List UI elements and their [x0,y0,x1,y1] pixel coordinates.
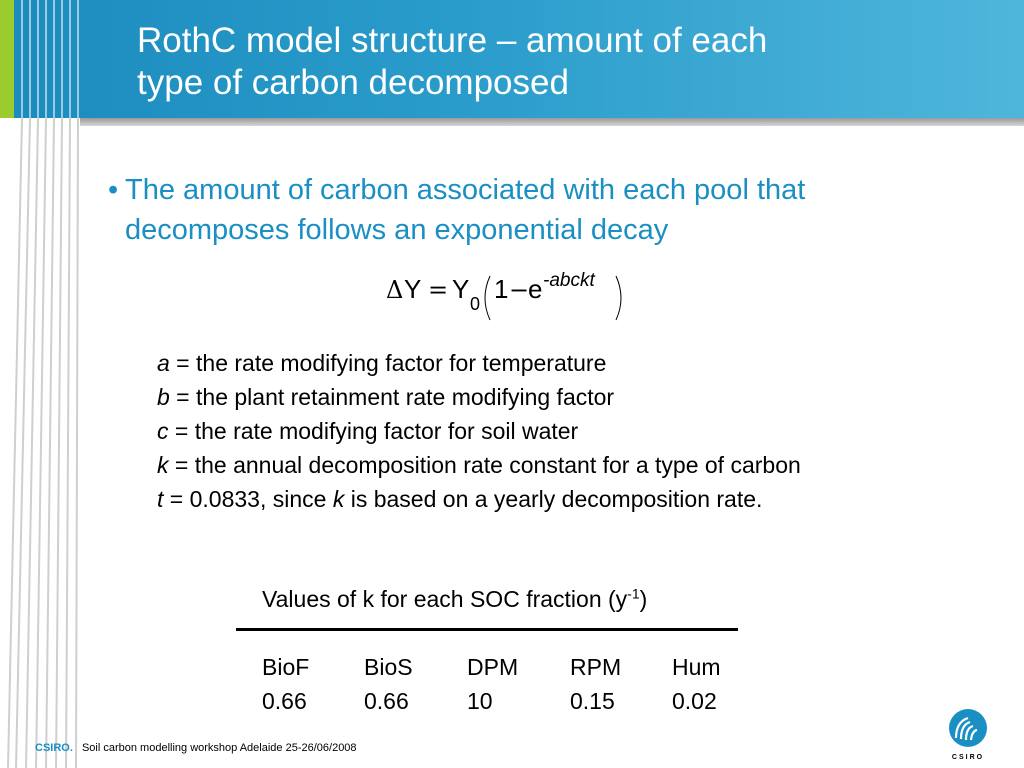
bullet-marker: • [108,174,119,206]
title-line-2: type of carbon decomposed [137,63,569,102]
bullet-point [108,170,988,250]
k-table-title: Values of k for each SOC fraction $(y^{-1})$ [262,585,648,612]
title-line-1: RothC model structure – amount of each [137,21,768,60]
header-hum: Hum [672,654,721,680]
decorative-stripes [0,0,95,768]
formula-one: 1 [494,274,509,304]
value-hum: 0.02 [672,688,717,714]
value-rpm: 0.15 [570,688,615,714]
logo-text: CSIRO [951,754,985,761]
header-biof: BioF [262,654,310,680]
formula-y0: Y [452,274,470,304]
formula-e: e [528,274,543,304]
table-rule [236,628,738,631]
formula-left-paren [485,276,490,320]
banner-shadow [80,118,1024,126]
bullet-line-1: The amount of carbon associated with each pool that [125,174,806,206]
formula-minus: − [509,276,530,304]
formula-subscript: 0 [470,294,481,314]
footer-text: Soil carbon modelling workshop Adelaide 25-26/06/2008 [81,742,357,754]
formula-exponent: -abckt [543,270,595,291]
csiro-logo-icon [944,706,992,762]
value-dpm: 10 [467,688,493,714]
footer-brand: CSIRO. [35,742,73,754]
definition-a: a = the rate modifying factor for temperature [157,350,607,376]
decay-formula [372,264,642,324]
variable-definitions [157,346,977,516]
definition-c: c = the rate modifying factor for soil water [157,418,579,444]
formula-equals: = [428,276,449,304]
formula-lhs: Y [404,274,422,304]
slide-title [137,20,997,104]
definition-t: t = 0.0833, since k is based on a yearly decomposition rate. [157,486,763,512]
definition-k: k = the annual decomposition rate constant for a type of carbon [157,452,801,478]
value-biof: 0.66 [262,688,307,714]
header-dpm: DPM [467,654,519,680]
definition-b: b = the plant retainment rate modifying factor [157,384,615,410]
footer [35,742,357,754]
header-rpm: RPM [570,654,622,680]
formula-delta: Δ [386,276,404,304]
bullet-line-2: decomposes follows an exponential decay [125,214,669,246]
header-bios: BioS [364,654,413,680]
formula-right-paren [616,276,621,320]
value-bios: 0.66 [364,688,409,714]
